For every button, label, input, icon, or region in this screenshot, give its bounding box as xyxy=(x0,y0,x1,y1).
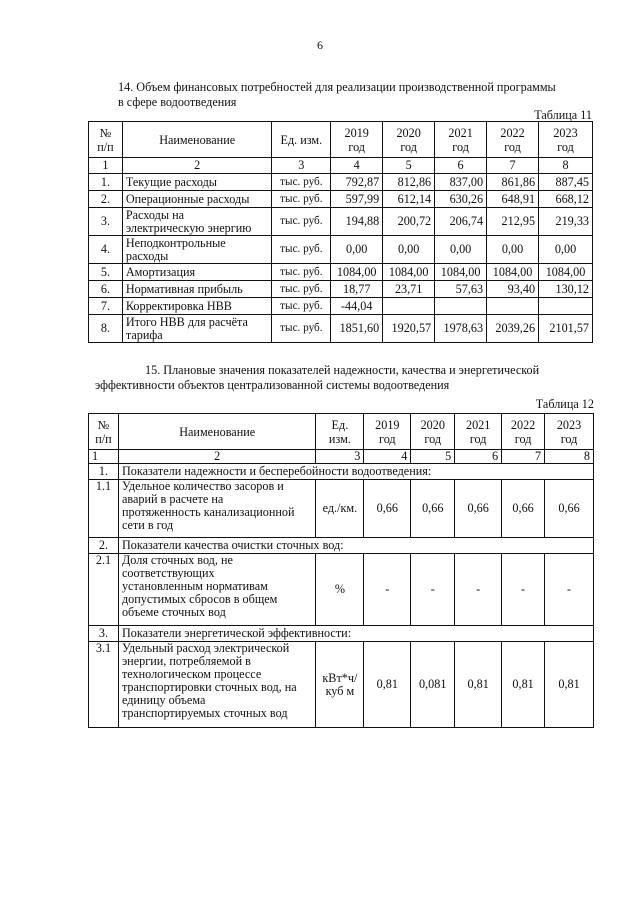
row-value: 0,66 xyxy=(411,480,455,538)
table-12 xyxy=(88,413,594,728)
table-12-header-row xyxy=(89,414,594,450)
row-value: 668,12 xyxy=(539,191,593,208)
row-value: 206,74 xyxy=(435,208,487,236)
header-year: 2021 год xyxy=(435,122,487,158)
row-name: Итого НВВ для расчёта тарифа xyxy=(122,315,272,343)
group-title: Показатели энергетической эффективности: xyxy=(118,626,593,642)
header-year: 2020 год xyxy=(383,122,435,158)
row-value xyxy=(487,298,539,315)
section-15-heading-line1: 15. Плановые значения показателей надежности, качества и энергетической xyxy=(145,363,540,377)
row-unit: тыс. руб. xyxy=(272,191,331,208)
row-name: Операционные расходы xyxy=(122,191,272,208)
row-name: Неподконтрольные расходы xyxy=(122,236,272,264)
row-num: 8. xyxy=(89,315,123,343)
row-value: 0,00 xyxy=(539,236,593,264)
col-number: 7 xyxy=(502,450,545,464)
header-year: 2021 год xyxy=(455,414,502,450)
row-unit: кВт*ч/ куб м xyxy=(316,642,364,728)
row-value: 2101,57 xyxy=(539,315,593,343)
row-unit: тыс. руб. xyxy=(272,264,331,281)
header-year: 2023 год xyxy=(545,414,594,450)
table-row xyxy=(89,281,593,298)
row-num: 1.1 xyxy=(89,480,119,538)
page-number: 6 xyxy=(317,38,323,52)
row-value: 212,95 xyxy=(487,208,539,236)
row-unit: % xyxy=(316,554,364,626)
row-unit: тыс. руб. xyxy=(272,281,331,298)
group-title: Показатели надежности и бесперебойности водоотведения: xyxy=(118,464,593,480)
col-number: 3 xyxy=(272,158,331,174)
row-value: 0,00 xyxy=(331,236,383,264)
group-num: 1. xyxy=(89,464,119,480)
table-row xyxy=(89,642,594,728)
table-11 xyxy=(88,121,593,343)
group-num: 3. xyxy=(89,626,119,642)
row-value: 1851,60 xyxy=(331,315,383,343)
row-value: 1084,00 xyxy=(539,264,593,281)
header-name: Наименование xyxy=(122,122,272,158)
table-11-column-numbers xyxy=(89,158,593,174)
row-value: 130,12 xyxy=(539,281,593,298)
row-value: 1084,00 xyxy=(487,264,539,281)
header-name: Наименование xyxy=(118,414,315,450)
row-value: 219,33 xyxy=(539,208,593,236)
header-num: № п/п xyxy=(89,122,123,158)
row-value: 812,86 xyxy=(383,174,435,191)
row-value: - xyxy=(364,554,411,626)
row-num: 3. xyxy=(89,208,123,236)
col-number: 5 xyxy=(411,450,455,464)
row-value: 1084,00 xyxy=(435,264,487,281)
row-value: 887,45 xyxy=(539,174,593,191)
col-number: 3 xyxy=(316,450,364,464)
row-unit: тыс. руб. xyxy=(272,298,331,315)
row-value: 0,00 xyxy=(487,236,539,264)
header-year: 2019 год xyxy=(364,414,411,450)
row-name: Расходы на электрическую энергию xyxy=(122,208,272,236)
row-value: 23,71 xyxy=(383,281,435,298)
table-11-header-row xyxy=(89,122,593,158)
row-value: -44,04 xyxy=(331,298,383,315)
row-name: Корректировка НВВ xyxy=(122,298,272,315)
row-value: 0,81 xyxy=(364,642,411,728)
row-num: 4. xyxy=(89,236,123,264)
row-value: 597,99 xyxy=(331,191,383,208)
row-value: 612,14 xyxy=(383,191,435,208)
row-num: 2.1 xyxy=(89,554,119,626)
row-num: 6. xyxy=(89,281,123,298)
group-title: Показатели качества очистки сточных вод: xyxy=(118,538,593,554)
table-12-caption: Таблица 12 xyxy=(535,397,594,411)
row-name: Удельный расход электрической энергии, потребляемой в технологическом процессе транспортировки сточных вод, на единицу объема транспортируемых сточных вод xyxy=(118,642,315,728)
row-unit: тыс. руб. xyxy=(272,315,331,343)
section-14-heading-line2: в сфере водоотведения xyxy=(118,95,237,109)
row-value xyxy=(383,298,435,315)
row-value: 200,72 xyxy=(383,208,435,236)
row-unit: тыс. руб. xyxy=(272,236,331,264)
table-row xyxy=(89,264,593,281)
col-number: 5 xyxy=(383,158,435,174)
row-value: 0,81 xyxy=(545,642,594,728)
row-unit: тыс. руб. xyxy=(272,174,331,191)
table-12-column-numbers xyxy=(89,450,594,464)
row-num: 2. xyxy=(89,191,123,208)
col-number: 4 xyxy=(331,158,383,174)
row-unit: тыс. руб. xyxy=(272,208,331,236)
row-name: Текущие расходы xyxy=(122,174,272,191)
table-row xyxy=(89,315,593,343)
row-value: 0,81 xyxy=(502,642,545,728)
col-number: 6 xyxy=(455,450,502,464)
row-value: 1084,00 xyxy=(331,264,383,281)
row-value: 630,26 xyxy=(435,191,487,208)
col-number: 6 xyxy=(435,158,487,174)
header-unit: Ед. изм. xyxy=(316,414,364,450)
header-unit: Ед. изм. xyxy=(272,122,331,158)
table-row xyxy=(89,208,593,236)
row-value: 0,66 xyxy=(502,480,545,538)
col-number: 4 xyxy=(364,450,411,464)
row-value: 861,86 xyxy=(487,174,539,191)
table-row xyxy=(89,298,593,315)
row-num: 1. xyxy=(89,174,123,191)
table-11-caption: Таблица 11 xyxy=(534,108,592,122)
header-year: 2022 год xyxy=(502,414,545,450)
header-num: № п/п xyxy=(89,414,119,450)
row-value: 194,88 xyxy=(331,208,383,236)
row-value: 1084,00 xyxy=(383,264,435,281)
section-14-heading-line1: 14. Объем финансовых потребностей для реализации производственной программы xyxy=(118,80,556,94)
section-15-heading-line2: эффективности объектов централизованной системы водоотведения xyxy=(95,378,450,392)
table-row xyxy=(89,174,593,191)
row-name: Удельное количество засоров и аварий в расчете на протяженность канализационной сети в год xyxy=(118,480,315,538)
group-row xyxy=(89,626,594,642)
row-value xyxy=(539,298,593,315)
header-year: 2020 год xyxy=(411,414,455,450)
col-number: 8 xyxy=(539,158,593,174)
table-row xyxy=(89,191,593,208)
row-value: - xyxy=(502,554,545,626)
col-number: 7 xyxy=(487,158,539,174)
row-value xyxy=(435,298,487,315)
group-row xyxy=(89,464,594,480)
row-value: 0,00 xyxy=(435,236,487,264)
row-value: 1920,57 xyxy=(383,315,435,343)
col-number: 1 xyxy=(89,158,123,174)
row-num: 7. xyxy=(89,298,123,315)
col-number: 8 xyxy=(545,450,594,464)
header-year: 2022 год xyxy=(487,122,539,158)
row-value: 57,63 xyxy=(435,281,487,298)
row-name: Амортизация xyxy=(122,264,272,281)
header-year: 2019 год xyxy=(331,122,383,158)
col-number: 1 xyxy=(89,450,119,464)
table-row xyxy=(89,554,594,626)
row-name: Доля сточных вод, не соответствующих установленным нормативам допустимых сбросов в общем объеме сточных вод xyxy=(118,554,315,626)
row-name: Нормативная прибыль xyxy=(122,281,272,298)
row-num: 5. xyxy=(89,264,123,281)
row-value: 0,66 xyxy=(455,480,502,538)
row-value: 18,77 xyxy=(331,281,383,298)
header-year: 2023 год xyxy=(539,122,593,158)
table-row xyxy=(89,236,593,264)
row-value: 0,66 xyxy=(545,480,594,538)
row-value: 792,87 xyxy=(331,174,383,191)
col-number: 2 xyxy=(118,450,315,464)
row-value: 837,00 xyxy=(435,174,487,191)
row-value: - xyxy=(455,554,502,626)
row-value: 93,40 xyxy=(487,281,539,298)
row-unit: ед./км. xyxy=(316,480,364,538)
row-value: - xyxy=(545,554,594,626)
row-value: 0,81 xyxy=(455,642,502,728)
table-row xyxy=(89,480,594,538)
row-value: 1978,63 xyxy=(435,315,487,343)
row-value: 0,66 xyxy=(364,480,411,538)
row-value: 648,91 xyxy=(487,191,539,208)
row-value: - xyxy=(411,554,455,626)
group-row xyxy=(89,538,594,554)
row-num: 3.1 xyxy=(89,642,119,728)
group-num: 2. xyxy=(89,538,119,554)
row-value: 0,081 xyxy=(411,642,455,728)
col-number: 2 xyxy=(122,158,272,174)
row-value: 2039,26 xyxy=(487,315,539,343)
row-value: 0,00 xyxy=(383,236,435,264)
